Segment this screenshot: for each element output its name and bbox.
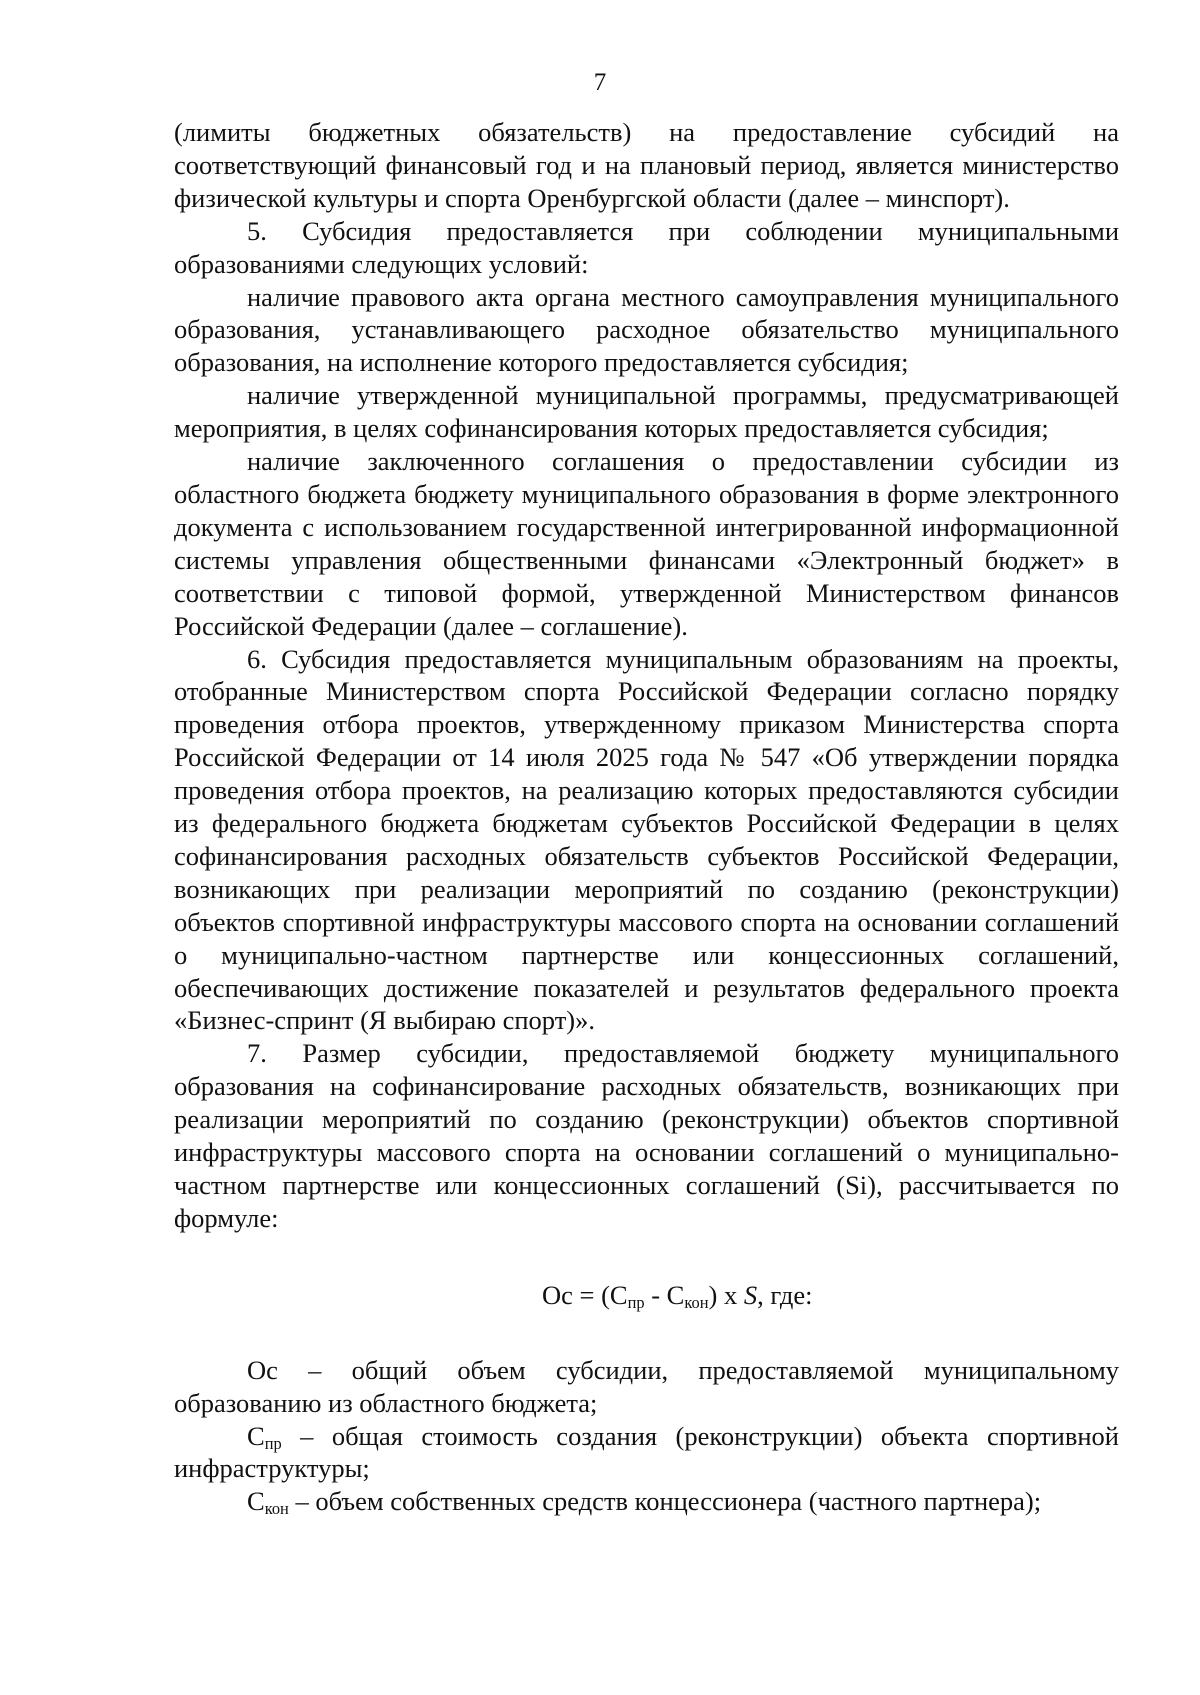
definition-c-pr [174, 1420, 1119, 1486]
definition-text: – объем собственных средств концессионера (частного партнера); [288, 1486, 1042, 1517]
paragraph-condition-agreement: наличие заключенного соглашения о предоставлении субсидии из областного бюджета бюджету муниципального образования в форме электронного документа с использованием государственной интегрированной информационной системы управления общественными финансами «Электронный бюджет» в соответствии с типовой формой, утвержденной Министерством финансов Российской Федерации (далее – соглашение). [174, 446, 1119, 641]
paragraph-condition-legal-act: наличие правового акта органа местного самоуправления муниципального образования, устанавливающего расходное обязательство муниципального образования, на исполнение которого предоставляется субсидия; [174, 281, 1119, 378]
paragraph-clause-6: 6. Субсидия предоставляется муниципальным образованиям на проекты, отобранные Министерством спорта Российской Федерации согласно порядку проведения отбора проектов, утвержденному приказом Министерства спорта Российской Федерации от 14 июля 2025 года № 547 «Об утверждении порядка проведения отбора проектов, на реализацию которых предоставляются субсидии из федерального бюджета бюджетам субъектов Российской Федерации в целях софинансирования расходных обязательств субъектов Российской Федерации, возникающих при реализации мероприятий по созданию (реконструкции) объектов спортивной инфраструктуры массового спорта на основании соглашений о муниципально-частном партнерстве или концессионных соглашений, обеспечивающих достижение показателей и результатов федерального проекта «Бизнес-спринт (Я выбираю спорт)». [174, 643, 1119, 1036]
definition-text: – общий объем субсидии, предоставляемой муниципальному образованию из областного бюджета; [174, 1354, 1119, 1418]
formula-sub-pr: пр [627, 1292, 645, 1312]
paragraph-clause-5: 5. Субсидия предоставляется при соблюдении муниципальными образованиями следующих условий: [174, 215, 1119, 279]
definition-symbol: C [247, 1420, 265, 1451]
definition-c-kon [174, 1485, 1119, 1518]
definition-subscript: кон [264, 1499, 289, 1519]
page-number: 7 [593, 69, 607, 96]
definition-symbol: Oc [247, 1354, 278, 1385]
definition-oc [174, 1354, 1119, 1420]
paragraph-continuation: (лимиты бюджетных обязательств) на предоставление субсидий на соответствующий финансовый год и на плановый период, является министерство физической культуры и спорта Оренбургской области (далее – минспорт). [174, 117, 1119, 213]
paragraph-clause-7: 7. Размер субсидии, предоставляемой бюджету муниципального образования на софинансирование расходных обязательств, возникающих при реализации мероприятий по созданию (реконструкции) объектов спортивной инфраструктуры массового спорта на основании соглашений о муниципально-частном партнерстве или концессионных соглашений (Si), рассчитывается по формуле: [174, 1038, 1119, 1233]
formula-sub-kon: кон [684, 1292, 709, 1312]
document-body [174, 116, 1119, 1518]
formula-tail: , где: [757, 1279, 813, 1310]
subsidy-formula [174, 1279, 1119, 1312]
definition-subscript: пр [264, 1433, 282, 1453]
paragraph-condition-program: наличие утвержденной муниципальной программы, предусматривающей мероприятия, в целях софинансирования которых предоставляется субсидия; [174, 380, 1119, 444]
definition-text: – общая стоимость создания (реконструкции) объекта спортивной инфраструктуры; [174, 1420, 1119, 1484]
formula-minus: - C [644, 1279, 685, 1310]
formula-lhs: Oc = (C [542, 1279, 628, 1310]
formula-close: ) x [708, 1279, 744, 1310]
definition-symbol: C [247, 1486, 265, 1517]
formula-s: S [743, 1279, 758, 1310]
